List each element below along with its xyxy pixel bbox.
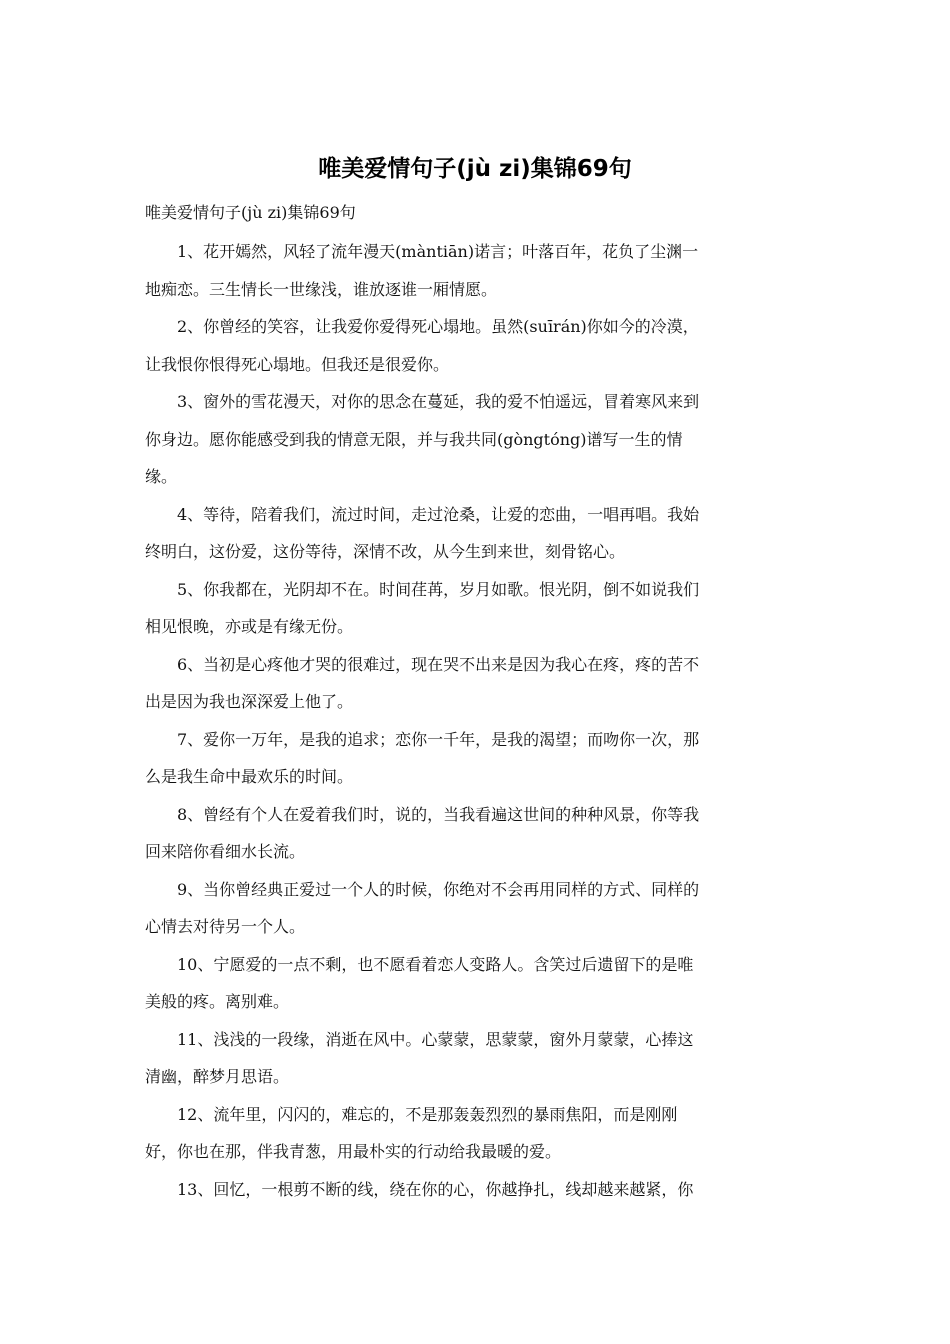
document-subtitle: 唯美爱情句子(jù zi)集锦69句	[145, 203, 356, 222]
paragraph: 11、浅浅的一段缘，消逝在风中。心蒙蒙，思蒙蒙，窗外月蒙蒙，心捧这 清幽，醉梦月思语。	[145, 1029, 694, 1086]
paragraph: 8、曾经有个人在爱着我们时，说的，当我看遍这世间的种种风景，你等我 回来陪你看细水长流。	[145, 804, 700, 861]
paragraph: 3、窗外的雪花漫天，对你的思念在蔓延，我的爱不怕遥远，冒着寒风来到 你身边。愿你能感受到我的情意无限，并与我共同(gòngtóng)谱写一生的情 缘。	[145, 392, 700, 486]
paragraph: 12、流年里，闪闪的，难忘的，不是那轰轰烈烈的暴雨焦阳，而是刚刚 好，你也在那，伴我青葱，用最朴实的行动给我最暖的爱。	[145, 1104, 678, 1161]
paragraph: 9、当你曾经典正爱过一个人的时候，你绝对不会再用同样的方式、同样的 心情去对待另一个人。	[145, 879, 700, 936]
paragraph: 7、爱你一万年，是我的追求；恋你一千年，是我的渴望；而吻你一次，那 么是我生命中最欢乐的时间。	[145, 729, 700, 786]
paragraph: 6、当初是心疼他才哭的很难过，现在哭不出来是因为我心在疼，疼的苦不 出是因为我也深深爱上他了。	[145, 654, 700, 711]
paragraph: 1、花开嫣然，风轻了流年漫天(màntiān)诺言；叶落百年，花负了尘渊一 地痴恋。三生情长一世缘浅，谁放逐谁一厢情愿。	[145, 242, 699, 299]
document-title: 唯美爱情句子(jù zi)集锦69句	[318, 156, 632, 182]
paragraph: 5、你我都在，光阴却不在。时间荏苒，岁月如歌。恨光阴，倒不如说我们 相见恨晚，亦或是有缘无份。	[145, 579, 700, 636]
paragraph: 13、回忆，一根剪不断的线，绕在你的心，你越挣扎，线却越来越紧，你	[177, 1179, 694, 1199]
paragraph: 10、宁愿爱的一点不剩，也不愿看着恋人变路人。含笑过后遗留下的是唯 美般的疼。离别难。	[145, 954, 694, 1011]
document-body	[145, 233, 807, 1208]
paragraph: 2、你曾经的笑容，让我爱你爱得死心塌地。虽然(suīrán)你如今的冷漠， 让我恨你恨得死心塌地。但我还是很爱你。	[145, 317, 699, 374]
paragraph: 4、等待，陪着我们，流过时间，走过沧桑，让爱的恋曲，一唱再唱。我始 终明白，这份爱，这份等待，深情不改，从今生到来世，刻骨铭心。	[145, 504, 700, 561]
